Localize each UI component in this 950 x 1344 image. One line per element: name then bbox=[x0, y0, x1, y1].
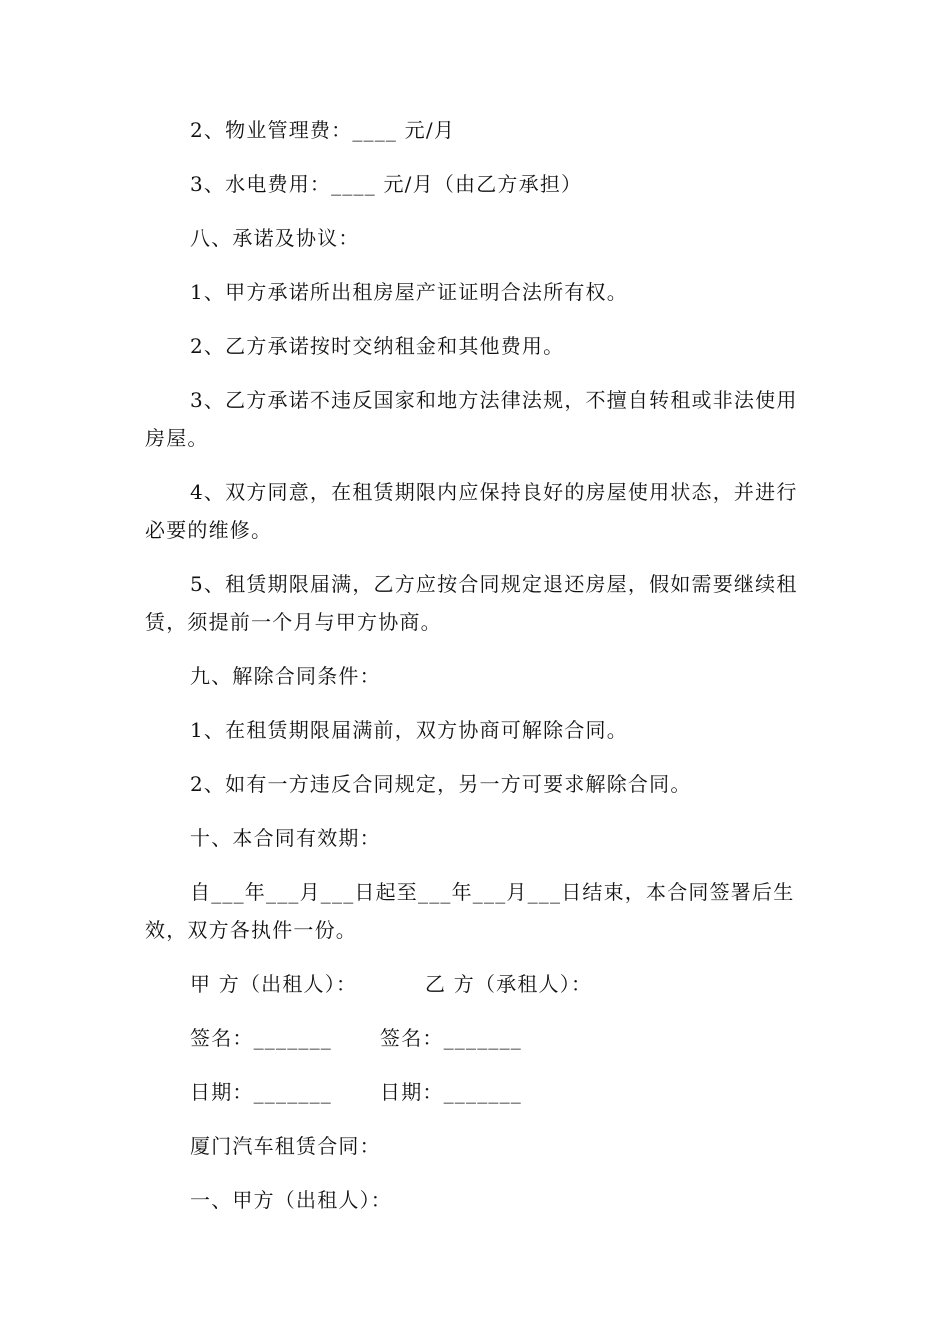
next-contract-section-heading: 一、甲方（出租人）： bbox=[190, 1188, 392, 1212]
paragraph-property-fee: 2、物业管理费：____ 元/月 bbox=[190, 118, 456, 142]
paragraph-validity-period: 自___年___月___日起至___年___月___日结束，本合同签署后生效，双方各执件一份。 bbox=[145, 880, 795, 942]
section-heading-commitments: 八、承诺及协议： bbox=[190, 226, 360, 250]
paragraph-commitment-4: 4、双方同意，在租赁期限内应保持良好的房屋使用状态，并进行必要的维修。 bbox=[145, 480, 798, 542]
paragraph-termination-2: 2、如有一方违反合同规定，另一方可要求解除合同。 bbox=[190, 772, 692, 796]
next-contract-title: 厦门汽车租赁合同： bbox=[190, 1134, 381, 1158]
paragraph-commitment-5: 5、租赁期限届满，乙方应按合同规定退还房屋，假如需要继续租赁，须提前一个月与甲方协商。 bbox=[145, 572, 798, 634]
signature-sign-row bbox=[190, 1019, 810, 1057]
party-b-label: 乙 方（承租人）： bbox=[425, 972, 593, 996]
section-heading-validity: 十、本合同有效期： bbox=[190, 826, 381, 850]
paragraph-commitment-2: 2、乙方承诺按时交纳租金和其他费用。 bbox=[190, 334, 565, 358]
paragraph-commitment-3: 3、乙方承诺不违反国家和地方法律法规，不擅自转租或非法使用房屋。 bbox=[145, 388, 798, 450]
section-heading-termination: 九、解除合同条件： bbox=[190, 664, 381, 688]
party-b-date: 日期：_______ bbox=[380, 1080, 522, 1104]
paragraph-utility-fee: 3、水电费用：____ 元/月（由乙方承担） bbox=[190, 172, 583, 196]
party-a-label: 甲 方（出租人）： bbox=[190, 972, 358, 996]
paragraph-commitment-1: 1、甲方承诺所出租房屋产证证明合法所有权。 bbox=[190, 280, 628, 304]
party-a-signature: 签名：_______ bbox=[190, 1026, 332, 1050]
party-b-signature: 签名：_______ bbox=[380, 1026, 522, 1050]
signature-party-row bbox=[190, 965, 810, 1003]
signature-date-row bbox=[190, 1073, 810, 1111]
party-a-date: 日期：_______ bbox=[190, 1080, 332, 1104]
paragraph-termination-1: 1、在租赁期限届满前，双方协商可解除合同。 bbox=[190, 718, 628, 742]
